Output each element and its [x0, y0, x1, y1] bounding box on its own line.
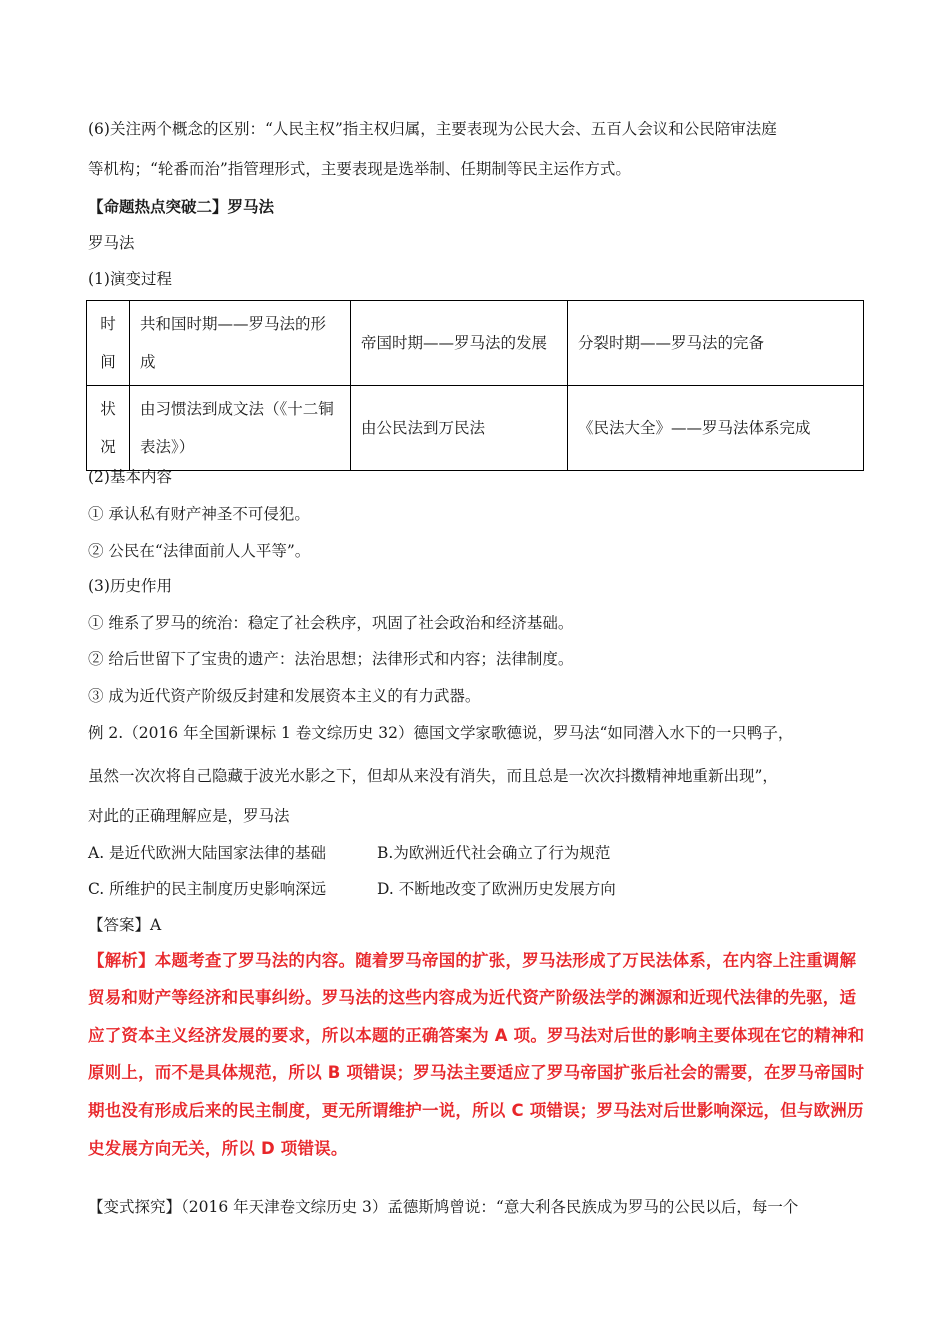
option-c: C. 所维护的民主制度历史影响深远 [88, 880, 327, 898]
role-heading: (3)历史作用 [88, 577, 172, 595]
variant-line: 【变式探究】（2016 年天津卷文综历史 3）孟德斯鸠曾说：“意大利各民族成为罗马的公民以后，每一个 [88, 1198, 799, 1216]
row-label-status: 状况 [87, 386, 130, 471]
analysis-line: 原则上，而不是具体规范，所以 B 项错误；罗马法主要适应了罗马帝国扩张后社会的需要，在罗马帝国时 [88, 1063, 865, 1082]
cell-status-empire: 由公民法到万民法 [351, 386, 568, 471]
section-title: 【命题热点突破二】罗马法 [88, 197, 275, 216]
basic-item: ② 公民在“法律面前人人平等”。 [88, 542, 311, 560]
example2-line3: 对此的正确理解应是，罗马法 [88, 807, 290, 825]
basic-item: ① 承认私有财产神圣不可侵犯。 [88, 505, 310, 523]
cell-status-republic: 由习惯法到成文法（《十二铜表法》） [130, 386, 351, 471]
option-b: B.为欧洲近代社会确立了行为规范 [377, 844, 611, 862]
example2-line2: 虽然一次次将自己隐藏于波光水影之下，但却从来没有消失，而且总是一次次抖擞精神地重新出现”， [88, 767, 778, 785]
table-row-status [87, 386, 864, 471]
subject-heading: 罗马法 [88, 234, 135, 252]
analysis-line: 期也没有形成后来的民主制度，更无所谓维护一说，所以 C 项错误；罗马法对后世影响深远，但与欧洲历 [88, 1101, 864, 1120]
role-item: ③ 成为近代资产阶级反封建和发展资本主义的有力武器。 [88, 687, 481, 705]
basic-heading: (2)基本内容 [88, 468, 172, 486]
option-a: A. 是近代欧洲大陆国家法律的基础 [88, 844, 327, 862]
analysis-line: 贸易和财产等经济和民事纠纷。罗马法的这些内容成为近代资产阶级法学的渊源和近现代法律的先驱，适 [88, 988, 857, 1007]
option-d: D. 不断地改变了欧洲历史发展方向 [377, 880, 616, 898]
analysis-line: 应了资本主义经济发展的要求，所以本题的正确答案为 A 项。罗马法对后世的影响主要体现在它的精神和 [88, 1026, 865, 1045]
analysis-line: 【解析】本题考查了罗马法的内容。随着罗马帝国的扩张，罗马法形成了万民法体系，在内容上注重调解 [88, 951, 857, 970]
evolution-heading: (1)演变过程 [88, 270, 172, 288]
role-item: ② 给后世留下了宝贵的遗产：法治思想；法律形式和内容；法律制度。 [88, 650, 574, 668]
row-label-time: 时间 [87, 301, 130, 386]
example2-line1: 例 2.（2016 年全国新课标 1 卷文综历史 32）德国文学家歌德说，罗马法“如同潜入水下的一只鸭子， [88, 724, 794, 742]
table-row-time [87, 301, 864, 386]
cell-status-split: 《民法大全》——罗马法体系完成 [568, 386, 864, 471]
answer-line: 【答案】A [88, 916, 162, 934]
analysis-line: 史发展方向无关，所以 D 项错误。 [88, 1139, 348, 1158]
para6-line1: (6)关注两个概念的区别：“人民主权”指主权归属，主要表现为公民大会、五百人会议和公民陪审法庭 [88, 120, 777, 138]
cell-time-republic: 共和国时期——罗马法的形成 [130, 301, 351, 386]
cell-time-empire: 帝国时期——罗马法的发展 [351, 301, 568, 386]
evolution-table [86, 300, 864, 471]
para6-line2: 等机构；“轮番而治”指管理形式，主要表现是选举制、任期制等民主运作方式。 [88, 160, 631, 178]
role-item: ① 维系了罗马的统治：稳定了社会秩序，巩固了社会政治和经济基础。 [88, 614, 574, 632]
cell-time-split: 分裂时期——罗马法的完备 [568, 301, 864, 386]
